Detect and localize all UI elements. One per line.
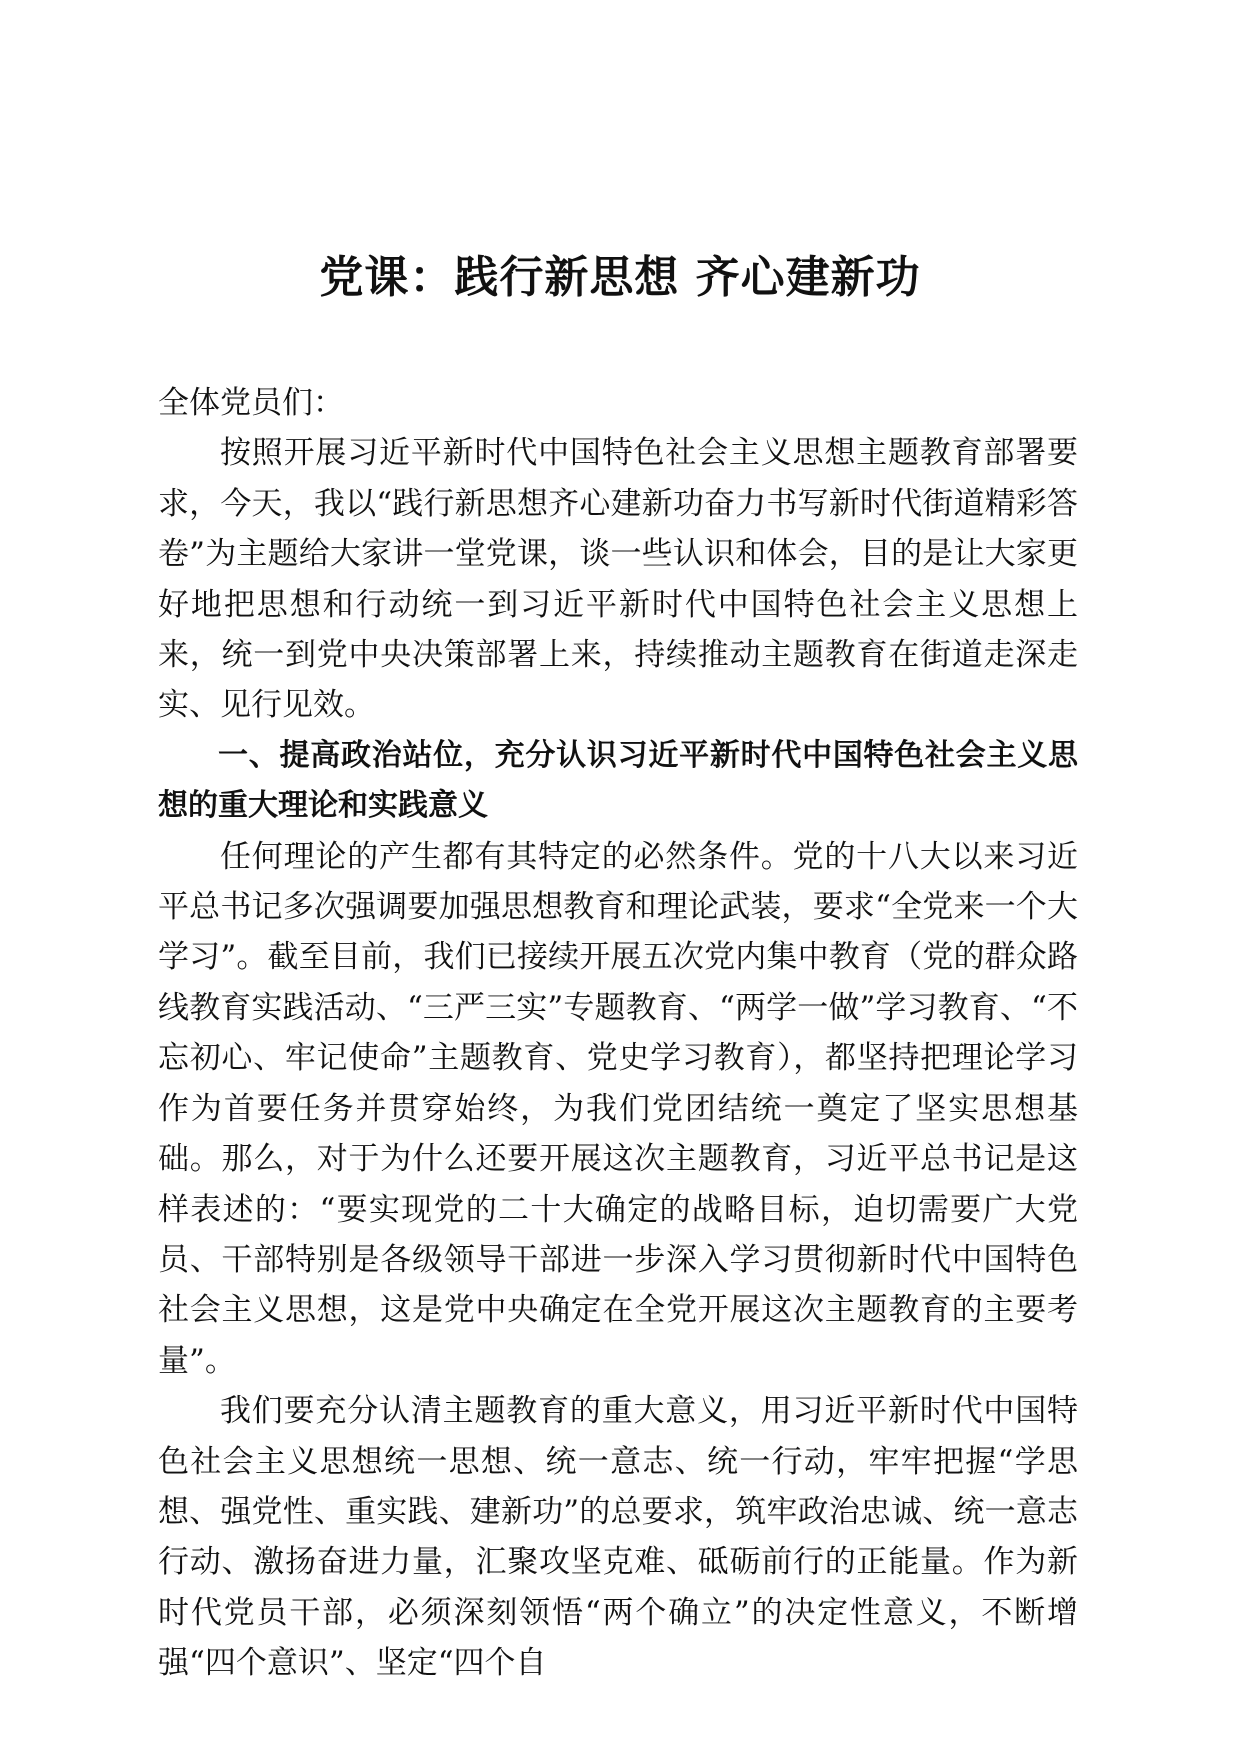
document-title: 党课：践行新思想 齐心建新功 <box>319 252 921 303</box>
document-body <box>158 378 1078 1689</box>
body-paragraph: 任何理论的产生都有其特定的必然条件。党的十八大以来习近平总书记多次强调要加强思想教育和理论武装，要求“全党来一个大学习”。截至目前，我们已接续开展五次党内集中教育（党的群众路线教育实践活动、“三严三实”专题教育、“两学一做”学习教育、“不忘初心、牢记使命”主题教育、党史学习教育），都坚持把理论学习作为首要任务并贯穿始终，为我们党团结统一奠定了坚实思想基础。那么，对于为什么还要开展这次主题教育，习近平总书记是这样表述的：“要实现党的二十大确定的战略目标，迫切需要广大党员、干部特别是各级领导干部进一步深入学习贯彻新时代中国特色社会主义思想，这是党中央确定在全党开展这次主题教育的主要考量”。 <box>158 838 1078 1379</box>
body-paragraph: 我们要充分认清主题教育的重大意义，用习近平新时代中国特色社会主义思想统一思想、统一意志、统一行动，牢牢把握“学思想、强党性、重实践、建新功”的总要求，筑牢政治忠诚、统一意志行动、激扬奋进力量，汇聚攻坚克难、砥砺前行的正能量。作为新时代党员干部，必须深刻领悟“两个确立”的决定性意义，不断增强“四个意识”、坚定“四个自 <box>158 1393 1078 1682</box>
intro-paragraph: 按照开展习近平新时代中国特色社会主义思想主题教育部署要求，今天，我以“践行新思想齐心建新功奋力书写新时代街道精彩答卷”为主题给大家讲一堂党课，谈一些认识和体会，目的是让大家更好地把思想和行动统一到习近平新时代中国特色社会主义思想上来，统一到党中央决策部署上来，持续推动主题教育在街道走深走实、见行见效。 <box>158 435 1078 724</box>
salutation: 全体党员们： <box>158 385 344 421</box>
section-heading: 一、提高政治站位，充分认识习近平新时代中国特色社会主义思想的重大理论和实践意义 <box>158 737 1078 824</box>
